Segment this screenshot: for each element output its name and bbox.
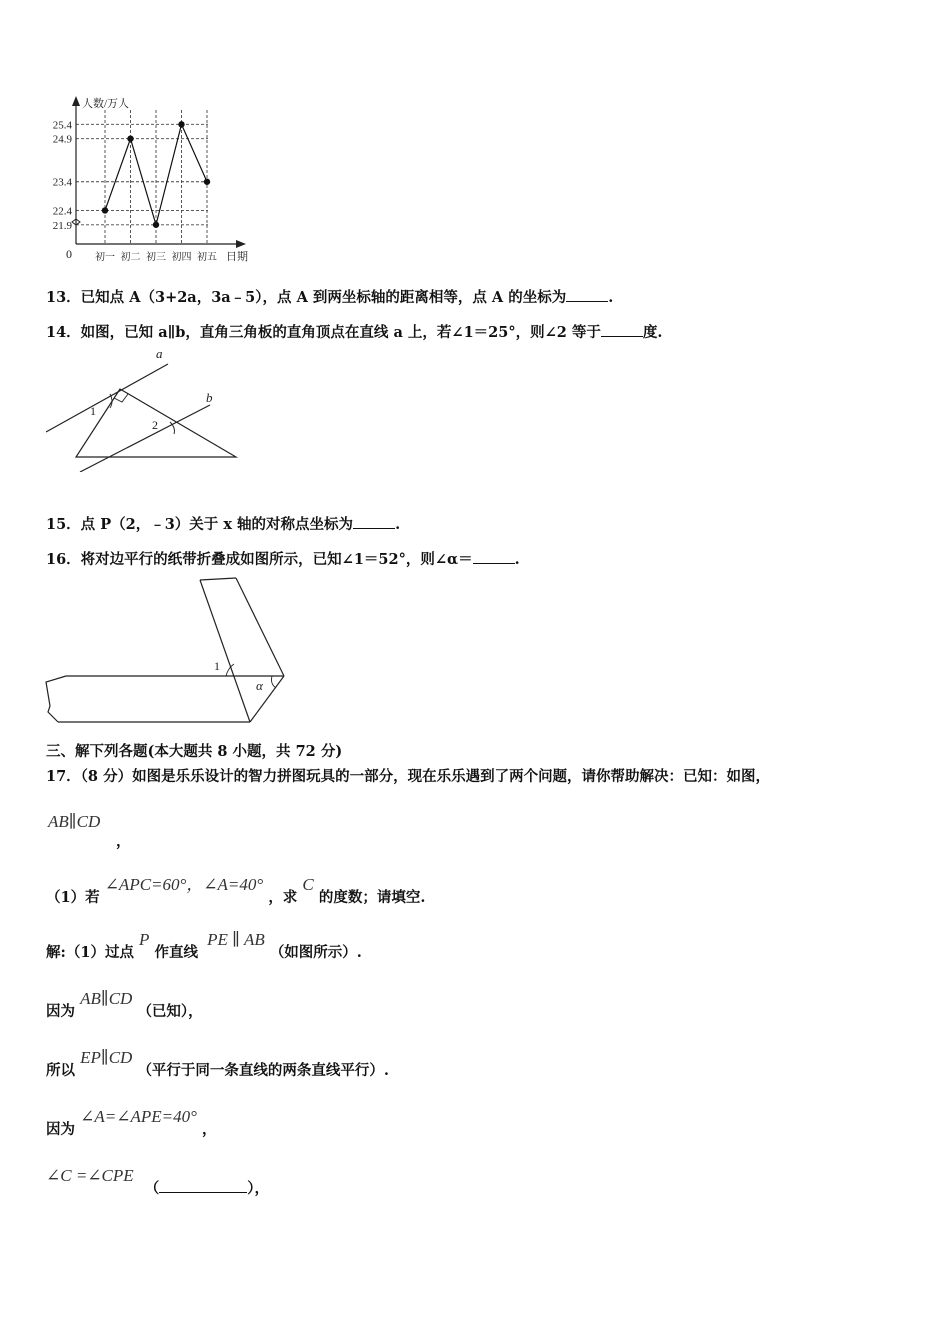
q17-step4-math: ∠C =∠CPE	[46, 1166, 134, 1185]
origin-label: 0	[66, 247, 72, 261]
q17-step4-open: （	[144, 1180, 160, 1197]
q17-solution-line	[46, 929, 362, 961]
q13-answer-blank[interactable]	[566, 289, 608, 302]
question-15	[46, 513, 400, 534]
q17-step2-prefix: 所以	[46, 1062, 75, 1079]
q15-text: 15．点 P（2，﹣3）关于 x 轴的对称点坐标为	[46, 516, 354, 533]
strip-left-edge	[46, 676, 66, 722]
q17-given-comma: ，	[116, 833, 131, 850]
q16-end: .	[514, 551, 520, 568]
data-point	[204, 179, 210, 185]
q14-text: 14．如图，已知 a∥b，直角三角板的直角顶点在直线 a 上，若∠1＝25°，则∠2 等于	[46, 324, 601, 341]
fig14-label-1: 1	[90, 404, 96, 418]
q17-step3-suffix: ，	[201, 1121, 217, 1138]
data-point	[102, 207, 108, 213]
q17-given	[48, 812, 100, 832]
q17-step1-prefix: 因为	[46, 1003, 75, 1020]
q17-sol-prefix: 解:（1）过点	[46, 944, 134, 961]
q13-text: 13．已知点 A（3+2a，3a﹣5），点 A 到两坐标轴的距离相等，点 A 的坐标为	[46, 289, 567, 306]
q17-step4-answer-blank[interactable]	[159, 1180, 247, 1193]
angle-alpha-arc	[272, 676, 277, 688]
data-point	[178, 121, 184, 127]
fig16-label-alpha: α	[256, 678, 263, 693]
q15-answer-blank[interactable]	[353, 516, 395, 529]
chart-yticks	[53, 119, 73, 231]
q17-step2-math: EP∥CD	[80, 1048, 133, 1067]
x-tick-label: 初三	[146, 252, 166, 263]
q17-part1-suffix: 的度数；请填空.	[318, 889, 426, 906]
y-axis-arrow	[72, 96, 80, 106]
x-tick-label: 初二	[120, 252, 141, 263]
q17-part1-mid: ，求	[268, 889, 298, 906]
x-axis-arrow	[236, 240, 246, 248]
chart-xticks	[95, 250, 217, 263]
q14-end: 度.	[642, 324, 663, 341]
fold-top-edge	[200, 578, 236, 580]
q17-sol-suffix: （如图所示）.	[269, 944, 362, 961]
y-tick-label: 25.4	[52, 119, 72, 132]
fig14-label-2: 2	[152, 418, 158, 432]
q17-sol-math-pe: PE ∥ AB	[207, 930, 265, 949]
y-tick-label: 24.9	[52, 133, 72, 146]
q17-step3-math: ∠A=∠APE=40°	[80, 1107, 197, 1126]
q17-step-4	[46, 1165, 269, 1197]
section-3-heading: 三、解下列各题(本大题共 8 小题，共 72 分)	[46, 743, 343, 760]
figure-14	[40, 342, 240, 472]
q17-step-1	[46, 988, 203, 1020]
y-axis-label: 人数/万人	[82, 98, 130, 110]
q17-sol-mid: 作直线	[154, 944, 199, 961]
x-tick-label: 初五	[197, 252, 217, 263]
question-17-intro: 17．（8 分）如图是乐乐设计的智力拼图玩具的一部分，现在乐乐遇到了两个问题，请你帮助解决：已知：如图，	[46, 768, 771, 785]
q17-part1-math-c: C	[302, 875, 314, 894]
fig14-label-b: b	[206, 390, 213, 405]
y-tick-label: 22.4	[52, 205, 72, 218]
question-16	[46, 548, 520, 569]
q17-step2-suffix: （平行于同一条直线的两条直线平行）.	[137, 1062, 389, 1079]
line-chart	[30, 92, 260, 270]
series-line	[105, 124, 207, 224]
q15-end: .	[395, 516, 401, 533]
q17-step4-close: ），	[247, 1180, 269, 1197]
line-b	[80, 405, 210, 472]
x-tick-label: 初四	[171, 252, 192, 263]
y-tick-label: 21.9	[52, 219, 72, 232]
q17-step3-prefix: 因为	[46, 1121, 75, 1138]
q17-step1-math: AB∥CD	[80, 989, 133, 1008]
q17-part1-prefix: （1）若	[46, 889, 100, 906]
fold-left-edge	[200, 580, 250, 722]
y-tick-label: 23.4	[52, 176, 72, 189]
q17-sol-math-p: P	[139, 930, 150, 949]
x-tick-label: 初一	[95, 252, 115, 263]
q17-given-math: AB∥CD	[48, 812, 101, 831]
q16-text: 16．将对边平行的纸带折叠成如图所示，已知∠1＝52°，则∠α＝	[46, 551, 473, 568]
q17-step-3	[46, 1106, 217, 1138]
q17-step1-suffix: （已知），	[137, 1003, 203, 1020]
q17-part1	[46, 870, 426, 906]
fold-right-edge	[236, 578, 284, 676]
x-axis-label: 日期	[226, 251, 248, 263]
figure-16	[40, 572, 290, 732]
q17-part1-math: ∠APC=60°，∠A=40°	[104, 875, 264, 894]
data-point	[127, 135, 133, 141]
question-13	[46, 286, 613, 307]
q16-answer-blank[interactable]	[473, 551, 515, 564]
data-point	[153, 222, 159, 228]
q14-answer-blank[interactable]	[601, 324, 643, 337]
q17-step-2	[46, 1047, 389, 1079]
line-a	[46, 364, 168, 432]
fig16-label-1: 1	[214, 659, 220, 673]
fig14-label-a: a	[156, 346, 163, 361]
q13-end: .	[608, 289, 614, 306]
question-14	[46, 321, 662, 342]
